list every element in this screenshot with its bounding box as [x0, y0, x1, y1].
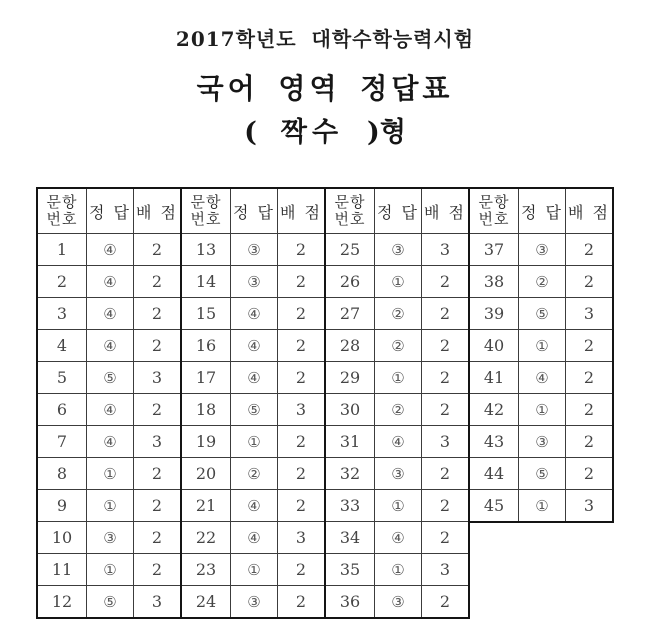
points-cell: 3 [566, 490, 614, 523]
answer-row [325, 266, 469, 298]
answer-group-4 [468, 187, 614, 523]
answer-group-3 [324, 187, 470, 619]
points-cell: 3 [278, 522, 326, 554]
points-cell: 2 [278, 458, 326, 490]
answer-header: 정 답 [87, 188, 134, 234]
answer-cell: ③ [87, 522, 134, 554]
question-number-cell: 5 [37, 362, 87, 394]
points-cell: 2 [278, 426, 326, 458]
paren-open: ( [244, 117, 257, 148]
answer-cell: ⑤ [87, 586, 134, 619]
question-number-cell: 3 [37, 298, 87, 330]
answer-header: 정 답 [519, 188, 566, 234]
points-cell: 2 [278, 330, 326, 362]
answer-row [469, 234, 613, 266]
answer-cell: ② [375, 394, 422, 426]
answer-row [469, 490, 613, 523]
points-cell: 2 [278, 298, 326, 330]
answer-row [181, 458, 325, 490]
answer-cell: ② [519, 266, 566, 298]
answer-row [181, 522, 325, 554]
question-number-cell: 41 [469, 362, 519, 394]
question-number-cell: 23 [181, 554, 231, 586]
answer-cell: ④ [231, 330, 278, 362]
answer-cell: ③ [375, 586, 422, 619]
question-number-cell: 6 [37, 394, 87, 426]
answer-cell: ④ [87, 330, 134, 362]
answer-cell: ① [519, 330, 566, 362]
answer-cell: ③ [231, 234, 278, 266]
answer-row [325, 330, 469, 362]
question-number-cell: 27 [325, 298, 375, 330]
header-row [469, 188, 613, 234]
answer-group-1 [36, 187, 182, 619]
points-cell: 3 [134, 586, 182, 619]
answer-row [181, 394, 325, 426]
question-number-cell: 42 [469, 394, 519, 426]
question-number-cell: 26 [325, 266, 375, 298]
question-number-cell: 40 [469, 330, 519, 362]
answer-cell: ③ [231, 266, 278, 298]
answer-row [325, 298, 469, 330]
points-cell: 2 [566, 458, 614, 490]
question-number-cell: 31 [325, 426, 375, 458]
points-cell: 2 [134, 266, 182, 298]
question-number-cell: 15 [181, 298, 231, 330]
answer-cell: ② [231, 458, 278, 490]
points-cell: 3 [566, 298, 614, 330]
answer-row [181, 426, 325, 458]
points-cell: 3 [134, 362, 182, 394]
answer-row [325, 394, 469, 426]
points-cell: 3 [422, 426, 470, 458]
points-cell: 2 [422, 522, 470, 554]
header-row [325, 188, 469, 234]
question-number-cell: 24 [181, 586, 231, 619]
answer-row [181, 298, 325, 330]
answer-cell: ① [87, 458, 134, 490]
question-number-cell: 16 [181, 330, 231, 362]
subject-title: 국어 영역 정답표 [196, 72, 454, 105]
points-cell: 2 [422, 394, 470, 426]
answer-row [37, 266, 181, 298]
points-cell: 2 [134, 490, 182, 522]
answer-cell: ③ [519, 426, 566, 458]
header-row [37, 188, 181, 234]
question-number-cell: 2 [37, 266, 87, 298]
answer-row [469, 330, 613, 362]
question-number-cell: 8 [37, 458, 87, 490]
question-number-cell: 32 [325, 458, 375, 490]
question-number-cell: 39 [469, 298, 519, 330]
points-header: 배 점 [134, 188, 182, 234]
question-number-cell: 22 [181, 522, 231, 554]
points-cell: 2 [422, 586, 470, 619]
answer-cell: ① [519, 394, 566, 426]
answer-cell: ① [375, 362, 422, 394]
answer-row [37, 522, 181, 554]
points-cell: 3 [134, 426, 182, 458]
answer-cell: ④ [375, 522, 422, 554]
answer-cell: ② [375, 298, 422, 330]
answer-cell: ① [87, 490, 134, 522]
question-number-cell: 29 [325, 362, 375, 394]
points-cell: 2 [278, 266, 326, 298]
form-type-line [0, 110, 650, 149]
question-number-cell: 37 [469, 234, 519, 266]
answer-row [37, 426, 181, 458]
question-number-cell: 35 [325, 554, 375, 586]
form-type-label: 짝수 [280, 117, 344, 148]
answer-cell: ① [375, 554, 422, 586]
answer-row [469, 394, 613, 426]
question-number-cell: 14 [181, 266, 231, 298]
question-number-cell: 1 [37, 234, 87, 266]
points-cell: 2 [422, 458, 470, 490]
points-cell: 2 [422, 362, 470, 394]
answer-row [37, 298, 181, 330]
question-number-cell: 17 [181, 362, 231, 394]
answer-row [325, 522, 469, 554]
question-number-cell: 7 [37, 426, 87, 458]
points-cell: 2 [422, 490, 470, 522]
points-header: 배 점 [422, 188, 470, 234]
question-number-cell: 30 [325, 394, 375, 426]
answer-row [325, 554, 469, 586]
question-number-cell: 34 [325, 522, 375, 554]
question-number-cell: 33 [325, 490, 375, 522]
answer-cell: ④ [87, 234, 134, 266]
answer-row [181, 554, 325, 586]
question-number-header: 문항 번호 [181, 188, 231, 234]
answer-cell: ① [231, 554, 278, 586]
points-cell: 2 [422, 266, 470, 298]
points-cell: 2 [134, 298, 182, 330]
answer-cell: ④ [231, 490, 278, 522]
points-cell: 3 [422, 554, 470, 586]
answer-row [181, 490, 325, 522]
answer-row [325, 362, 469, 394]
answer-cell: ① [375, 490, 422, 522]
answer-row [469, 426, 613, 458]
header-row [181, 188, 325, 234]
answer-row [469, 298, 613, 330]
answer-row [37, 586, 181, 619]
answer-row [37, 234, 181, 266]
points-cell: 2 [134, 522, 182, 554]
question-number-cell: 18 [181, 394, 231, 426]
answer-row [325, 490, 469, 522]
answer-cell: ④ [231, 522, 278, 554]
paren-close: )형 [367, 117, 406, 148]
points-cell: 2 [134, 394, 182, 426]
points-header: 배 점 [566, 188, 614, 234]
answer-cell: ⑤ [519, 458, 566, 490]
answer-cell: ③ [375, 234, 422, 266]
answer-row [325, 426, 469, 458]
question-number-cell: 10 [37, 522, 87, 554]
points-cell: 2 [566, 426, 614, 458]
answer-cell: ① [519, 490, 566, 523]
points-cell: 2 [566, 330, 614, 362]
answer-header: 정 답 [231, 188, 278, 234]
answer-cell: ⑤ [87, 362, 134, 394]
answer-row [37, 394, 181, 426]
points-cell: 2 [278, 490, 326, 522]
answer-cell: ④ [231, 298, 278, 330]
points-cell: 2 [134, 234, 182, 266]
points-cell: 3 [278, 394, 326, 426]
answer-row [181, 266, 325, 298]
answer-cell: ① [231, 426, 278, 458]
points-cell: 2 [422, 330, 470, 362]
answer-cell: ④ [375, 426, 422, 458]
answer-row [181, 234, 325, 266]
question-number-header: 문항 번호 [325, 188, 375, 234]
points-cell: 3 [422, 234, 470, 266]
question-number-cell: 11 [37, 554, 87, 586]
points-cell: 2 [422, 298, 470, 330]
question-number-cell: 25 [325, 234, 375, 266]
question-number-cell: 28 [325, 330, 375, 362]
answer-row [181, 330, 325, 362]
question-number-cell: 43 [469, 426, 519, 458]
question-number-header: 문항 번호 [469, 188, 519, 234]
points-cell: 2 [278, 362, 326, 394]
answer-row [469, 458, 613, 490]
answer-row [325, 234, 469, 266]
question-number-cell: 45 [469, 490, 519, 523]
answer-cell: ④ [231, 362, 278, 394]
question-number-cell: 12 [37, 586, 87, 619]
answer-group-2 [180, 187, 326, 619]
points-cell: 2 [134, 554, 182, 586]
answer-row [37, 330, 181, 362]
answer-row [181, 362, 325, 394]
points-cell: 2 [566, 234, 614, 266]
answer-row [181, 586, 325, 619]
answer-cell: ④ [87, 394, 134, 426]
question-number-cell: 13 [181, 234, 231, 266]
points-cell: 2 [278, 586, 326, 619]
question-number-cell: 4 [37, 330, 87, 362]
answer-row [469, 362, 613, 394]
answer-cell: ④ [519, 362, 566, 394]
answer-cell: ④ [87, 298, 134, 330]
question-number-cell: 36 [325, 586, 375, 619]
answer-header: 정 답 [375, 188, 422, 234]
answer-cell: ③ [375, 458, 422, 490]
answer-cell: ④ [87, 426, 134, 458]
answer-row [37, 490, 181, 522]
question-number-cell: 19 [181, 426, 231, 458]
question-number-cell: 38 [469, 266, 519, 298]
answer-cell: ③ [519, 234, 566, 266]
points-cell: 2 [134, 458, 182, 490]
answer-cell: ⑤ [231, 394, 278, 426]
answer-row [37, 362, 181, 394]
answer-cell: ① [87, 554, 134, 586]
answer-row [37, 554, 181, 586]
points-cell: 2 [566, 362, 614, 394]
answer-cell: ④ [87, 266, 134, 298]
answer-cell: ② [375, 330, 422, 362]
question-number-cell: 9 [37, 490, 87, 522]
answer-row [325, 586, 469, 619]
points-cell: 2 [278, 554, 326, 586]
exam-year-title: 2017학년도 대학수학능력시험 [175, 27, 475, 51]
answer-cell: ③ [231, 586, 278, 619]
question-number-cell: 21 [181, 490, 231, 522]
answer-row [325, 458, 469, 490]
points-cell: 2 [134, 330, 182, 362]
points-cell: 2 [278, 234, 326, 266]
answer-cell: ① [375, 266, 422, 298]
answer-row [37, 458, 181, 490]
points-header: 배 점 [278, 188, 326, 234]
answer-row [469, 266, 613, 298]
question-number-cell: 44 [469, 458, 519, 490]
question-number-header: 문항 번호 [37, 188, 87, 234]
answer-table [36, 187, 650, 619]
points-cell: 2 [566, 394, 614, 426]
points-cell: 2 [566, 266, 614, 298]
answer-cell: ⑤ [519, 298, 566, 330]
question-number-cell: 20 [181, 458, 231, 490]
